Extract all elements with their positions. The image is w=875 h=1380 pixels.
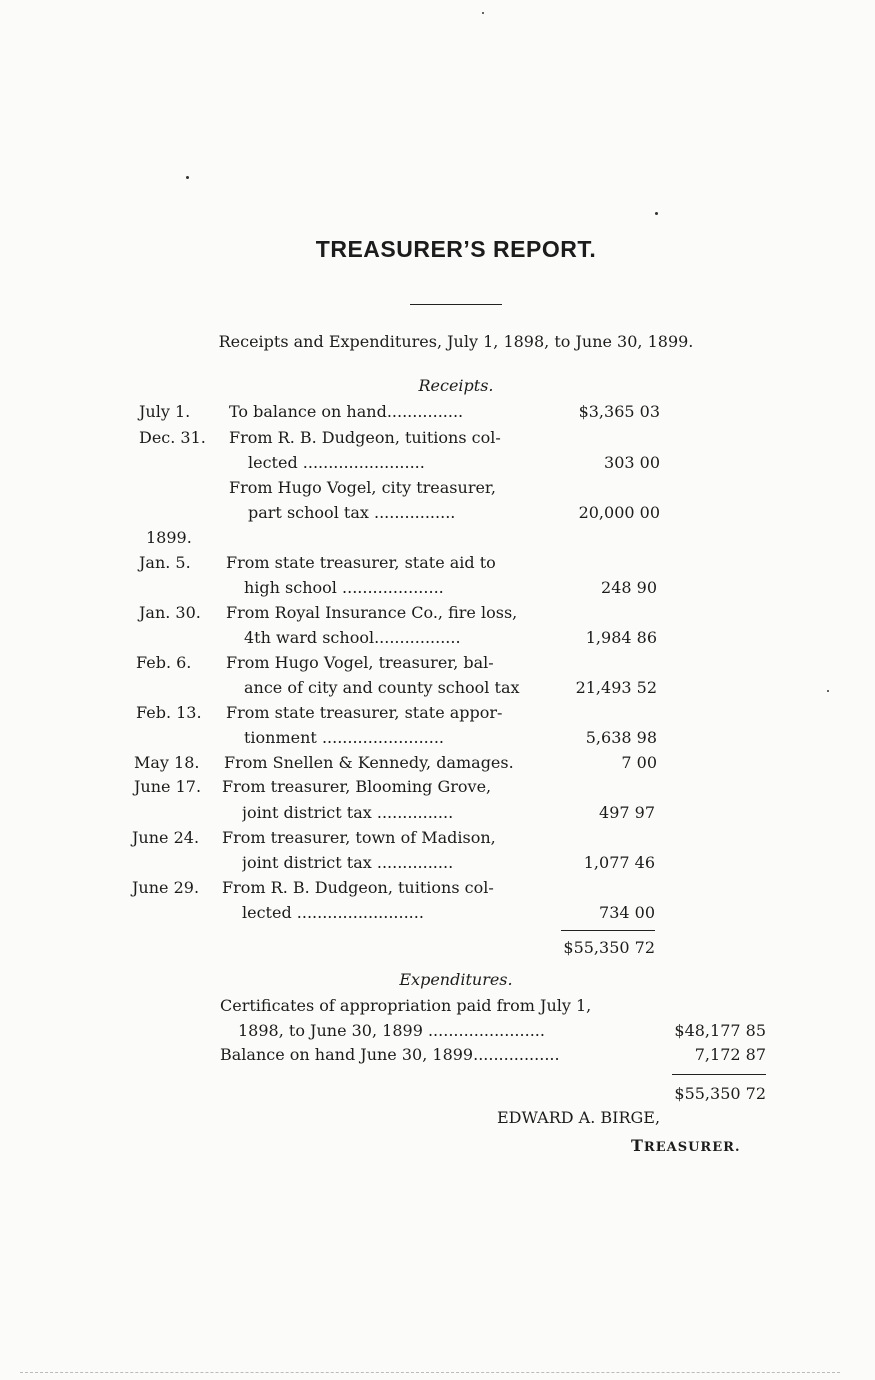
receipt-amount: 734 00 [599, 903, 655, 922]
expenditure-description-cont: 1898, to June 30, 1899 ....................... [238, 1021, 545, 1040]
receipt-description-cont: lected ........................ [248, 453, 425, 472]
receipt-date: July 1. [139, 402, 191, 421]
receipt-description: To balance on hand............... [229, 402, 464, 421]
receipt-amount: $3,365 03 [578, 402, 660, 421]
receipt-description: From treasurer, town of Madison, [222, 828, 496, 847]
receipt-date: Jan. 30. [139, 603, 201, 622]
title-divider [410, 304, 502, 305]
receipt-date: June 29. [132, 878, 200, 897]
receipt-date: May 18. [134, 753, 200, 772]
receipt-description: From Hugo Vogel, treasurer, bal- [226, 653, 494, 672]
report-title: TREASURER’S REPORT. [315, 236, 597, 262]
receipts-total-rule [561, 930, 655, 931]
receipt-description: From state treasurer, state aid to [226, 553, 496, 572]
receipt-description: From R. B. Dudgeon, tuitions col- [229, 428, 501, 447]
receipt-date: Jan. 5. [139, 553, 191, 572]
receipt-amount: 7 00 [621, 753, 657, 772]
receipts-heading: Receipts. [418, 376, 494, 395]
report-subtitle: Receipts and Expenditures, July 1, 1898, to June 30, 1899. [218, 332, 694, 351]
expenditures-total: $55,350 72 [674, 1084, 766, 1103]
scan-edge [20, 1372, 840, 1375]
receipt-description-cont: 4th ward school................. [244, 628, 461, 647]
receipt-description-cont: part school tax ................ [248, 503, 456, 522]
scan-speck [482, 12, 484, 14]
receipt-date: Feb. 13. [136, 703, 202, 722]
expenditures-heading: Expenditures. [399, 970, 513, 989]
year-label: 1899. [146, 528, 192, 547]
expenditure-description: Balance on hand June 30, 1899................. [220, 1045, 560, 1064]
signature-name: EDWARD A. BIRGE, [497, 1108, 661, 1127]
receipt-amount: 1,984 86 [585, 628, 657, 647]
receipt-amount: 5,638 98 [585, 728, 657, 747]
receipt-description-cont: ance of city and county school tax [244, 678, 520, 697]
scan-speck [655, 212, 658, 215]
receipt-amount: 20,000 00 [578, 503, 660, 522]
expenditure-amount: $48,177 85 [674, 1021, 766, 1040]
receipt-description-cont: lected ......................... [242, 903, 424, 922]
receipt-description-cont: high school .................... [244, 578, 444, 597]
receipt-description: From treasurer, Blooming Grove, [222, 777, 492, 796]
receipt-description-cont: joint district tax ............... [242, 853, 454, 872]
receipt-description: From Snellen & Kennedy, damages. [224, 753, 514, 772]
receipt-amount: 303 00 [604, 453, 660, 472]
receipts-total: $55,350 72 [563, 938, 655, 957]
receipt-amount: 497 97 [599, 803, 655, 822]
receipt-amount: 1,077 46 [583, 853, 655, 872]
receipt-description-cont: joint district tax ............... [242, 803, 454, 822]
receipt-description: From state treasurer, state appor- [226, 703, 503, 722]
expenditures-total-rule [672, 1074, 766, 1075]
receipt-date: Feb. 6. [136, 653, 192, 672]
receipt-date: June 17. [134, 777, 202, 796]
receipt-description: From Royal Insurance Co., fire loss, [226, 603, 518, 622]
receipt-date: June 24. [132, 828, 200, 847]
receipt-amount: 21,493 52 [575, 678, 657, 697]
receipt-description: From R. B. Dudgeon, tuitions col- [222, 878, 494, 897]
scan-speck [186, 176, 189, 179]
signature-title: TREASURER. [631, 1136, 741, 1155]
receipt-description-cont: tionment ........................ [244, 728, 445, 747]
receipt-amount: 248 90 [601, 578, 657, 597]
receipt-date: Dec. 31. [139, 428, 206, 447]
receipt-description: From Hugo Vogel, city treasurer, [229, 478, 496, 497]
expenditure-description: Certificates of appropriation paid from July 1, [220, 996, 592, 1015]
scan-speck [827, 690, 829, 692]
expenditure-amount: 7,172 87 [694, 1045, 766, 1064]
